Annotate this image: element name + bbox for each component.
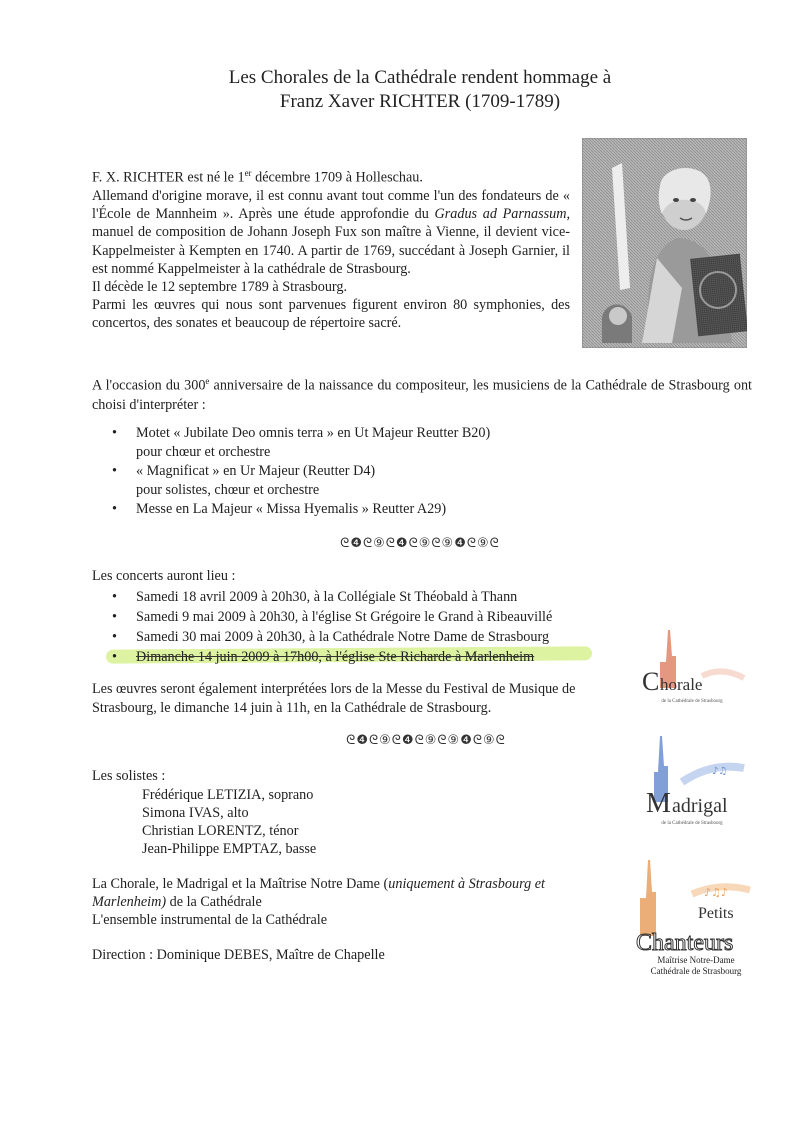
choirs-italic-note: uniquement à Strasbourg et Marlenheim) bbox=[92, 876, 545, 910]
festival-paragraph: Les œuvres seront également interprétées lors de la Messe du Festival de Musique de Strasbourg, le dimanche 14 juin à 11h, en la Cathédrale de Strasbourg. bbox=[92, 681, 576, 716]
list-item: • Samedi 18 avril 2009 à 20h30, à la Collégiale St Théobald à Thann bbox=[110, 587, 610, 607]
concerts-list bbox=[110, 587, 610, 667]
list-item: • Samedi 30 mai 2009 à 20h30, à la Cathédrale Notre Dame de Strasbourg bbox=[110, 627, 610, 647]
soloists-list bbox=[142, 786, 316, 858]
ornament-divider: ᘓ❹ᘓ⑨ᘓ❹ᘓ⑨ᘓ⑨❹ᘓ⑨ᘓ bbox=[346, 733, 506, 748]
soloists-heading: Les solistes : bbox=[92, 768, 166, 784]
chorale-logo bbox=[632, 626, 752, 706]
work-detail: pour solistes, chœur et orchestre bbox=[136, 482, 320, 498]
list-item: Simona IVAS, alto bbox=[142, 805, 249, 821]
direction-line: Direction : Dominique DEBES, Maître de Chapelle bbox=[92, 947, 385, 963]
works-list bbox=[110, 424, 560, 519]
list-item bbox=[110, 462, 560, 500]
bio-works: Parmi les œuvres qui nous sont parvenues figurent environ 80 symphonies, des concertos, des sonates et beaucoup de répertoire sacré. bbox=[92, 297, 570, 332]
title-line-1: Les Chorales de la Cathédrale rendent hommage à bbox=[228, 67, 612, 88]
work-title: « Magnificat » en Ur Majeur (Reutter D4) bbox=[136, 463, 376, 479]
chorale-logo-name: horale bbox=[660, 675, 703, 694]
list-item: Christian LORENTZ, ténor bbox=[142, 823, 299, 839]
title-line-2: Franz Xaver RICHTER (1709-1789) bbox=[279, 91, 561, 112]
biography bbox=[92, 164, 570, 333]
bio-death: Il décède le 12 septembre 1789 à Strasbourg. bbox=[92, 278, 348, 295]
petits-chanteurs-caption-line-2: Cathédrale de Strasbourg bbox=[650, 966, 742, 976]
document-title bbox=[150, 66, 690, 114]
petits-chanteurs-logo-top: Petits bbox=[698, 905, 734, 922]
madrigal-logo-name: adrigal bbox=[672, 795, 728, 817]
bio-career-text-b: manuel de composition de Johann Joseph Fux son maître à Vienne, il devient vice-Kappelmeister à Kempten en 1740. A partir de 1769, succédant à Joseph Garnier, il est nommé Kappelmeister à la cathédrale de Strasbourg. bbox=[92, 224, 570, 277]
madrigal-logo-initial: M bbox=[646, 788, 671, 819]
intro-paragraph: A l'occasion du 300e anniversaire de la naissance du compositeur, les musiciens de la Cathédrale de Strasbourg ont choisi d'interpréter : bbox=[92, 376, 752, 413]
work-title: Messe en La Majeur « Missa Hyemalis » Reutter A29) bbox=[136, 501, 447, 517]
chorale-logo-initial: C bbox=[642, 667, 660, 696]
petits-chanteurs-caption bbox=[636, 955, 756, 977]
bio-career-work-title: Gradus ad Parnassum, bbox=[434, 206, 571, 223]
choirs-paragraph bbox=[92, 875, 612, 929]
bio-career bbox=[92, 187, 570, 278]
choirs-text-b: de la Cathédrale bbox=[166, 894, 262, 910]
work-title: Motet « Jubilate Deo omnis terra » en Ut Majeur Reutter B20) bbox=[136, 425, 491, 441]
petits-chanteurs-caption-line-1: Maîtrise Notre-Dame bbox=[657, 955, 735, 965]
work-detail: pour chœur et orchestre bbox=[136, 444, 271, 460]
list-item bbox=[110, 500, 560, 519]
ensemble-line: L'ensemble instrumental de la Cathédrale bbox=[92, 912, 327, 928]
concerts-heading: Les concerts auront lieu : bbox=[92, 568, 236, 584]
choirs-text-a: La Chorale, le Madrigal et la Maîtrise Notre Dame ( bbox=[92, 876, 389, 892]
madrigal-logo bbox=[632, 732, 752, 828]
list-item: Frédérique LETIZIA, soprano bbox=[142, 787, 314, 803]
list-item: • Samedi 9 mai 2009 à 20h30, à l'église St Grégoire le Grand à Ribeauvillé bbox=[110, 607, 610, 627]
bio-career-text-a: Allemand d'origine morave, il est connu avant tout comme l'un des fondateurs de « l'École de Mannheim ». Après une étude approfondie du bbox=[92, 187, 570, 223]
ornament-divider: ᘓ❹ᘓ⑨ᘓ❹ᘓ⑨ᘓ⑨❹ᘓ⑨ᘓ bbox=[340, 536, 500, 551]
petits-chanteurs-logo-main: Chanteurs bbox=[636, 930, 734, 956]
bio-born: F. X. RICHTER est né le 1er décembre 1709 à Holleschau. bbox=[92, 168, 423, 186]
list-item-highlighted: • Dimanche 14 juin 2009 à 17h00, à l'église Ste Richarde à Marlenheim bbox=[110, 647, 610, 667]
chorale-logo-sub: de la Cathédrale de Strasbourg bbox=[661, 699, 723, 704]
music-note-icon: ♪♫♪ bbox=[704, 886, 728, 899]
madrigal-logo-sub: de la Cathédrale de Strasbourg bbox=[661, 821, 723, 826]
list-item: Jean-Philippe EMPTAZ, basse bbox=[142, 841, 317, 857]
list-item bbox=[110, 424, 560, 462]
music-note-icon: ♪♫ bbox=[712, 766, 728, 777]
richter-portrait-image bbox=[582, 138, 747, 348]
